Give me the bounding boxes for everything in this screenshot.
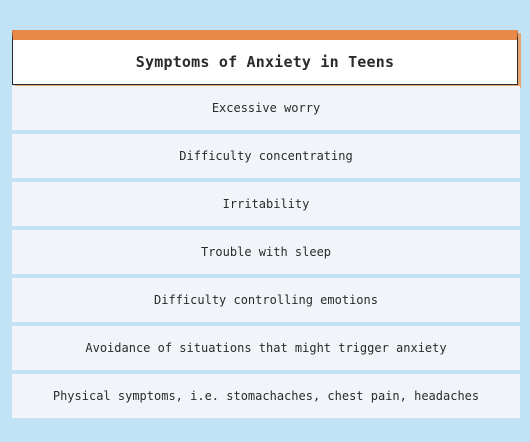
list-item: Excessive worry: [12, 86, 520, 130]
list-item: Irritability: [12, 182, 520, 226]
list-item: Difficulty controlling emotions: [12, 278, 520, 322]
list-item: Avoidance of situations that might trigger anxiety: [12, 326, 520, 370]
page-title: Symptoms of Anxiety in Teens: [135, 53, 395, 71]
list-item: Trouble with sleep: [12, 230, 520, 274]
list-item: Difficulty concentrating: [12, 134, 520, 178]
symptom-list: [12, 86, 520, 418]
title-card: [12, 30, 518, 85]
list-item: Physical symptoms, i.e. stomachaches, chest pain, headaches: [12, 374, 520, 418]
